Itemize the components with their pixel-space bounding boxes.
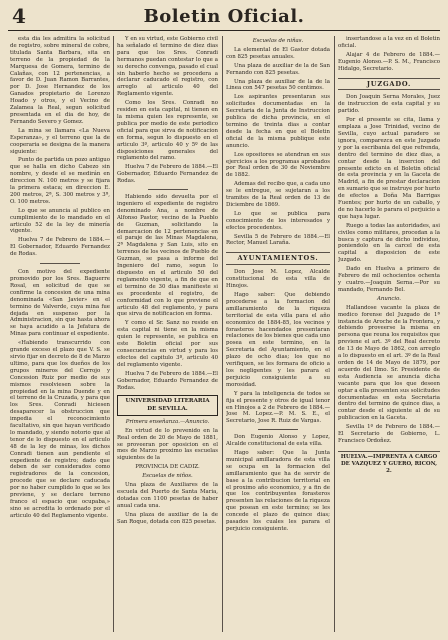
paragraph: Punto de partida un pozo antiguo que se halla en dicho Cabezo sin nombre, y desde el se medirán en direccion N. 100 metros y se fijara la primera estaca; en direccion E. 200 metros, 2ª, S. 300 metros y 3ª, O. 100 metros.	[10, 157, 110, 205]
paragraph: Ruego a todas las autoridades, asi civiles como militares, procedan a la busca y captura de dicho individuo, poniendolo en la carcel de esta capital a disposicion de este Juzgado.	[338, 222, 440, 264]
paragraph: Por el presente se cita, llama y emplaza a Jose Trinidad, vecino de Sevilla, cuyo actual paradero se ignora, comparezca en este Juzgado y por la escribania del que refrenda, dentro del termino de diez dias, a contar desde la insercion del presente edicto en el Boletin oficial de esta provincia y en la Gaceta de Madrid, a fin de prestar declaracion en sumario que se instruye por hurto de efectos a Doña Ma Barrigas Fuentes; por hurto de un caballo, y de no hacerlo le parara el perjuicio a que haya lugar.	[338, 117, 440, 220]
paragraph: Lo que se publica para conocimiento de los interesados y efectos procedentes.	[226, 210, 330, 231]
divider	[258, 429, 298, 430]
paragraph: Una plaza de auxiliar de la de la Linea con 547 pesetas 50 centimos.	[226, 78, 330, 92]
column-2	[117, 36, 218, 632]
masthead-title: Boletin Oficial.	[143, 6, 305, 27]
paragraph: Habiendo sido devuelta por el ingeniero el expediente de registro denominado Ana, a nombre de Alfonso Pastor, vecino de la Pueblo de Guzman, solicitando la demarcacion de 12 pertenencias en el paraje de las Minas Magdalena, 2ª Magdalena y San Luis, sito en terrenos de los vecinos de Pueblo de Guzman, se pasa a informe del Ingeniero del ramo, segun lo dispuesto en el articulo 50 del reglamento vigente, a fin de que en el termino de 30 dias manifieste si es procedente el registro, de conformidad con lo que previene el articulo 48 del reglamento, y para que sirva de notificacion en forma.	[117, 194, 218, 318]
signature-line: Sevilla 1º de Febrero de 1884.—El Secretario de Gobierno, L. Francisco Ordoñez.	[338, 424, 440, 444]
column-divider	[113, 36, 114, 632]
paragraph: Hago saber: Que la Junta municipal amillaradora de esta villa se ocupa en la formacion del amillaramiento que ha de servir de base a la contribucion territorial en el proximo año economico, y a fin de que los contribuyentes forasteros presenten las relaciones de la riqueza que posean en este termino; se les concede el plazo de quince dias; pasados los cuales les parara el perjuicio consiguiente.	[226, 450, 330, 532]
paragraph: Don Eugenio Alonso y Lopez, Alcalde constitucional de esta villa.	[226, 434, 330, 448]
subheading: Primera enseñanza.—Anuncio.	[125, 418, 210, 425]
signature-line: Alajar 4 de Febrero de 1884.—Eugenio Alonso.—P. S. M., Francisco Hidalgo, Secretario.	[338, 51, 440, 72]
paragraph: Lo que se anuncia al publico en cumplimiento de lo mandado en el articulo 52 de la ley de minería vigente.	[10, 207, 110, 235]
column-3	[226, 36, 330, 632]
paragraph: Y en su virtud, este Gobierno civil ha señalado el termino de diez dias para que los Sres. Conradi hermanos puedan contestar lo que a su derecho convenga, pasado el cual sin haberlo hecho se procedera a declarar caducado el registro, con arreglo al articulo 40 del Reglamento vigente.	[117, 36, 218, 98]
header-rule	[8, 30, 440, 31]
paragraph: Una plaza de Auxiliares de la escuela del Puerto de Santa Maria, dotadas con 1100 pesetas de haber anual cada una.	[117, 482, 218, 509]
paragraph: insertandose a la vez en el Boletin oficial.	[338, 36, 440, 49]
paragraph: En virtud de lo prevenido en la Real orden de 20 de Mayo de 1881, se proveeran por oposicion en el mes de Marzo proximo las escuelas siguientes de la	[117, 427, 218, 462]
column-divider	[334, 36, 335, 632]
subheading: Anuncio.	[377, 295, 401, 302]
paragraph: Los opositores se atendran en sus ejercicios a los programas aprobados por Real orden de 30 de Noviembre de 1882.	[226, 151, 330, 179]
paragraph: Y como el Sr. Sanz no reside en esta capital ni tiene en la misma quien le represente, se publica en este Boletin oficial por sus consecuencias en virtud y para los efectos del capitulo 3º, articulo 40 del reglamento vigente.	[117, 320, 218, 368]
paragraph: Dado en Huelva a primero de Febrero de mil ochocientos ochenta y cuatro.—Joaquin Serna.—Por su mandado, Fernando Bel.	[338, 266, 440, 293]
signature-line: Huelva 7 de Febrero de 1884.—El Gobernador, Eduardo Fernandez de Rodas.	[117, 164, 218, 185]
printer-imprint: HUELVA.—IMPRENTA A CARGO DE VAZQUEZ Y GUERO, RICON, 2.	[338, 451, 440, 475]
paragraph: esta dia les admitira la solicitud de registro, sobre mineral de cobre, titulada Santa Barbara, sita en terreno de la propiedad de la Marquesa de Gomera, termino de Calañas, con 12 pertenencias, a favor de D. Juan Ramon Barrantes, por D. Jose Hernandez de los Ganados propietario de Lorenzo Hoado y otros, y el Vecino de Zalamea la Real, segun solicitud presentada en el dia de hoy, de Fernando Severo y Gomez.	[10, 36, 110, 125]
subheading: Escuelas de niños.	[142, 473, 193, 480]
column-4	[338, 36, 440, 632]
page-header	[8, 4, 440, 28]
signature-line: Huelva 7 de Febrero de 1884.—El Gobernador, Eduardo Fernandez de Rodas.	[117, 370, 218, 391]
province-heading: PROVINCIA DE CADIZ.	[135, 464, 200, 471]
section-heading-university: UNIVERSIDAD LITERARIA DE SEVILLA.	[117, 395, 218, 415]
signature-line: Huelva 7 de Febrero de 1884.—El Gobernador, Eduardo Fernandez de Rodas.	[10, 237, 110, 258]
paragraph: Una plaza de auxiliar de la de San Fernando con 825 pesetas.	[226, 62, 330, 76]
subheading: Escuelas de niñas.	[252, 38, 304, 44]
section-heading-juzgado: JUZGADO.	[338, 78, 440, 91]
column-divider	[222, 36, 223, 632]
paragraph: La elemental de El Gastor dotada con 825 pesetas anuales.	[226, 46, 330, 60]
paragraph: Ademas del recibo que, a cada uno se le entregue, se sujetaran a los tramites de la Real orden de 13 de Diciembre de 1869.	[226, 181, 330, 208]
signature-line: Sevilla 5 de Febrero de 1884.—El Rector, Manuel Laraña.	[226, 233, 330, 247]
section-heading-ayuntamientos: AYUNTAMIENTOS.	[226, 252, 330, 265]
column-1	[10, 36, 110, 632]
divider	[40, 263, 80, 264]
paragraph: Con motivo del expediente promovido por los Sres. Baguerre Rosal, en solicitud de que se confirme la concesion de una mina denominada «San Javier» en el termino de Valverde, cuya mina fue dejada en suspenso por la Administracion, sin que hasta ahora se haya acudido a la Jefatura de Minas para continuar el expediente.	[10, 269, 110, 338]
page-number: 4	[12, 4, 26, 28]
paragraph: Los aspirantes presentaran sus solicitudes documentadas en la Secretaria de la Junta de Instruccion publica de dicha provincia, en el termino de treinta dias a contar desde la fecha en que el Boletin oficial de la misma publique este anuncio.	[226, 94, 330, 149]
paragraph: Una plaza de auxiliar de la de San Roque, dotada con 825 pesetas.	[117, 511, 218, 525]
paragraph: La mina se llamara «La Nueva Esperanza», y el terreno que la de cooperaria se designa de la manera siguiente:	[10, 127, 110, 155]
paragraph: Hallandose vacante la plaza de medico forense del Juzgado de 1ª instancia de Aroche de la Frontera, y debiendo proveerse la misma en persona que reuna los requisitos que previene el art. 3º del Real decreto de 13 de Mayo de 1862, con arreglo a lo dispuesto en el art. 3º de la Real orden de 14 de Mayo de 1879, por acuerdo del Ilmo. Sr. Presidente de esta Audiencia se anuncia dicha vacante para que los que deseen optar a ella presenten sus solicitudes documentadas en esta Secretaria dentro del termino de quince dias, a contar desde el siguiente al de su publicacion en la Gaceta.	[338, 304, 440, 422]
paragraph: «Habiendo transcurrido con grande exceso el plazo que V. S. se sirvio fijar en decreto de 8 de Marzo ultimo, para que los dueños de los grupos mineros del Cerrojo y Concesion Ruiz por medio de sus mismos resolviesen sobre la propiedad en la mina Duende y en el terreno de la Cruzada, y para que los Sres. Conradi hiciesen desaparecer la obstruccion que impedia el reconocimiento facultativo, sin que hayan verificado lo mandado, y siendo notorio que al tenor de lo dispuesto en el articulo 48 de la ley de minas, los dichos Conradi tienen aun pendiente el expediente de registro; dado que deben de ser considerados como registradores de la concesion, procede que se declare caducada por no haber cumplido lo que se les previene, y se declare terreno franco el espacio que ocupaba,» sino se acredita lo ordenado por el articulo 40 del Reglamento vigente.	[10, 340, 110, 519]
paragraph: Don Jose M. Lopez, Alcalde constitucional de esta villa de Hinojos.	[226, 269, 330, 290]
paragraph: Don Joaquin Serna Morales, Juez de instruccion de esta capital y su partido.	[338, 94, 440, 115]
paragraph: Y para la inteligencia de todos se fija el presente y otros de igual tenor en Hinojos a 2 de Febrero de 1884.—Jose M. Lopez.—P. M. S. E., el Secretario, Jose R. Ruiz de Vargas.	[226, 390, 330, 425]
paragraph: Hago saber: Que debiendo procederse a la formacion del amillaramiento de la riqueza territorial de esta villa para el año economico de 1884-85, los vecinos y forasteros hacendados presentaran relaciones de los bienes que cada uno posea en este termino, en la Secretaria del Ayuntamiento, en el plazo de ocho dias; los que no verifiquen, se les formara de oficio a los negligentes y les parara el perjuicio consiguiente a su morosidad.	[226, 292, 330, 388]
divider	[148, 189, 188, 190]
paragraph: Como los Sres. Conradi no residen en esta capital, ni tienen en la misma quien les represente, se publica por medio de este periodico oficial para que sirva de notificacion en forma, segun lo dispuesto en el articulo 3º, articulo 40 y 5º de las disposiciones generales del reglamento del ramo.	[117, 100, 218, 162]
